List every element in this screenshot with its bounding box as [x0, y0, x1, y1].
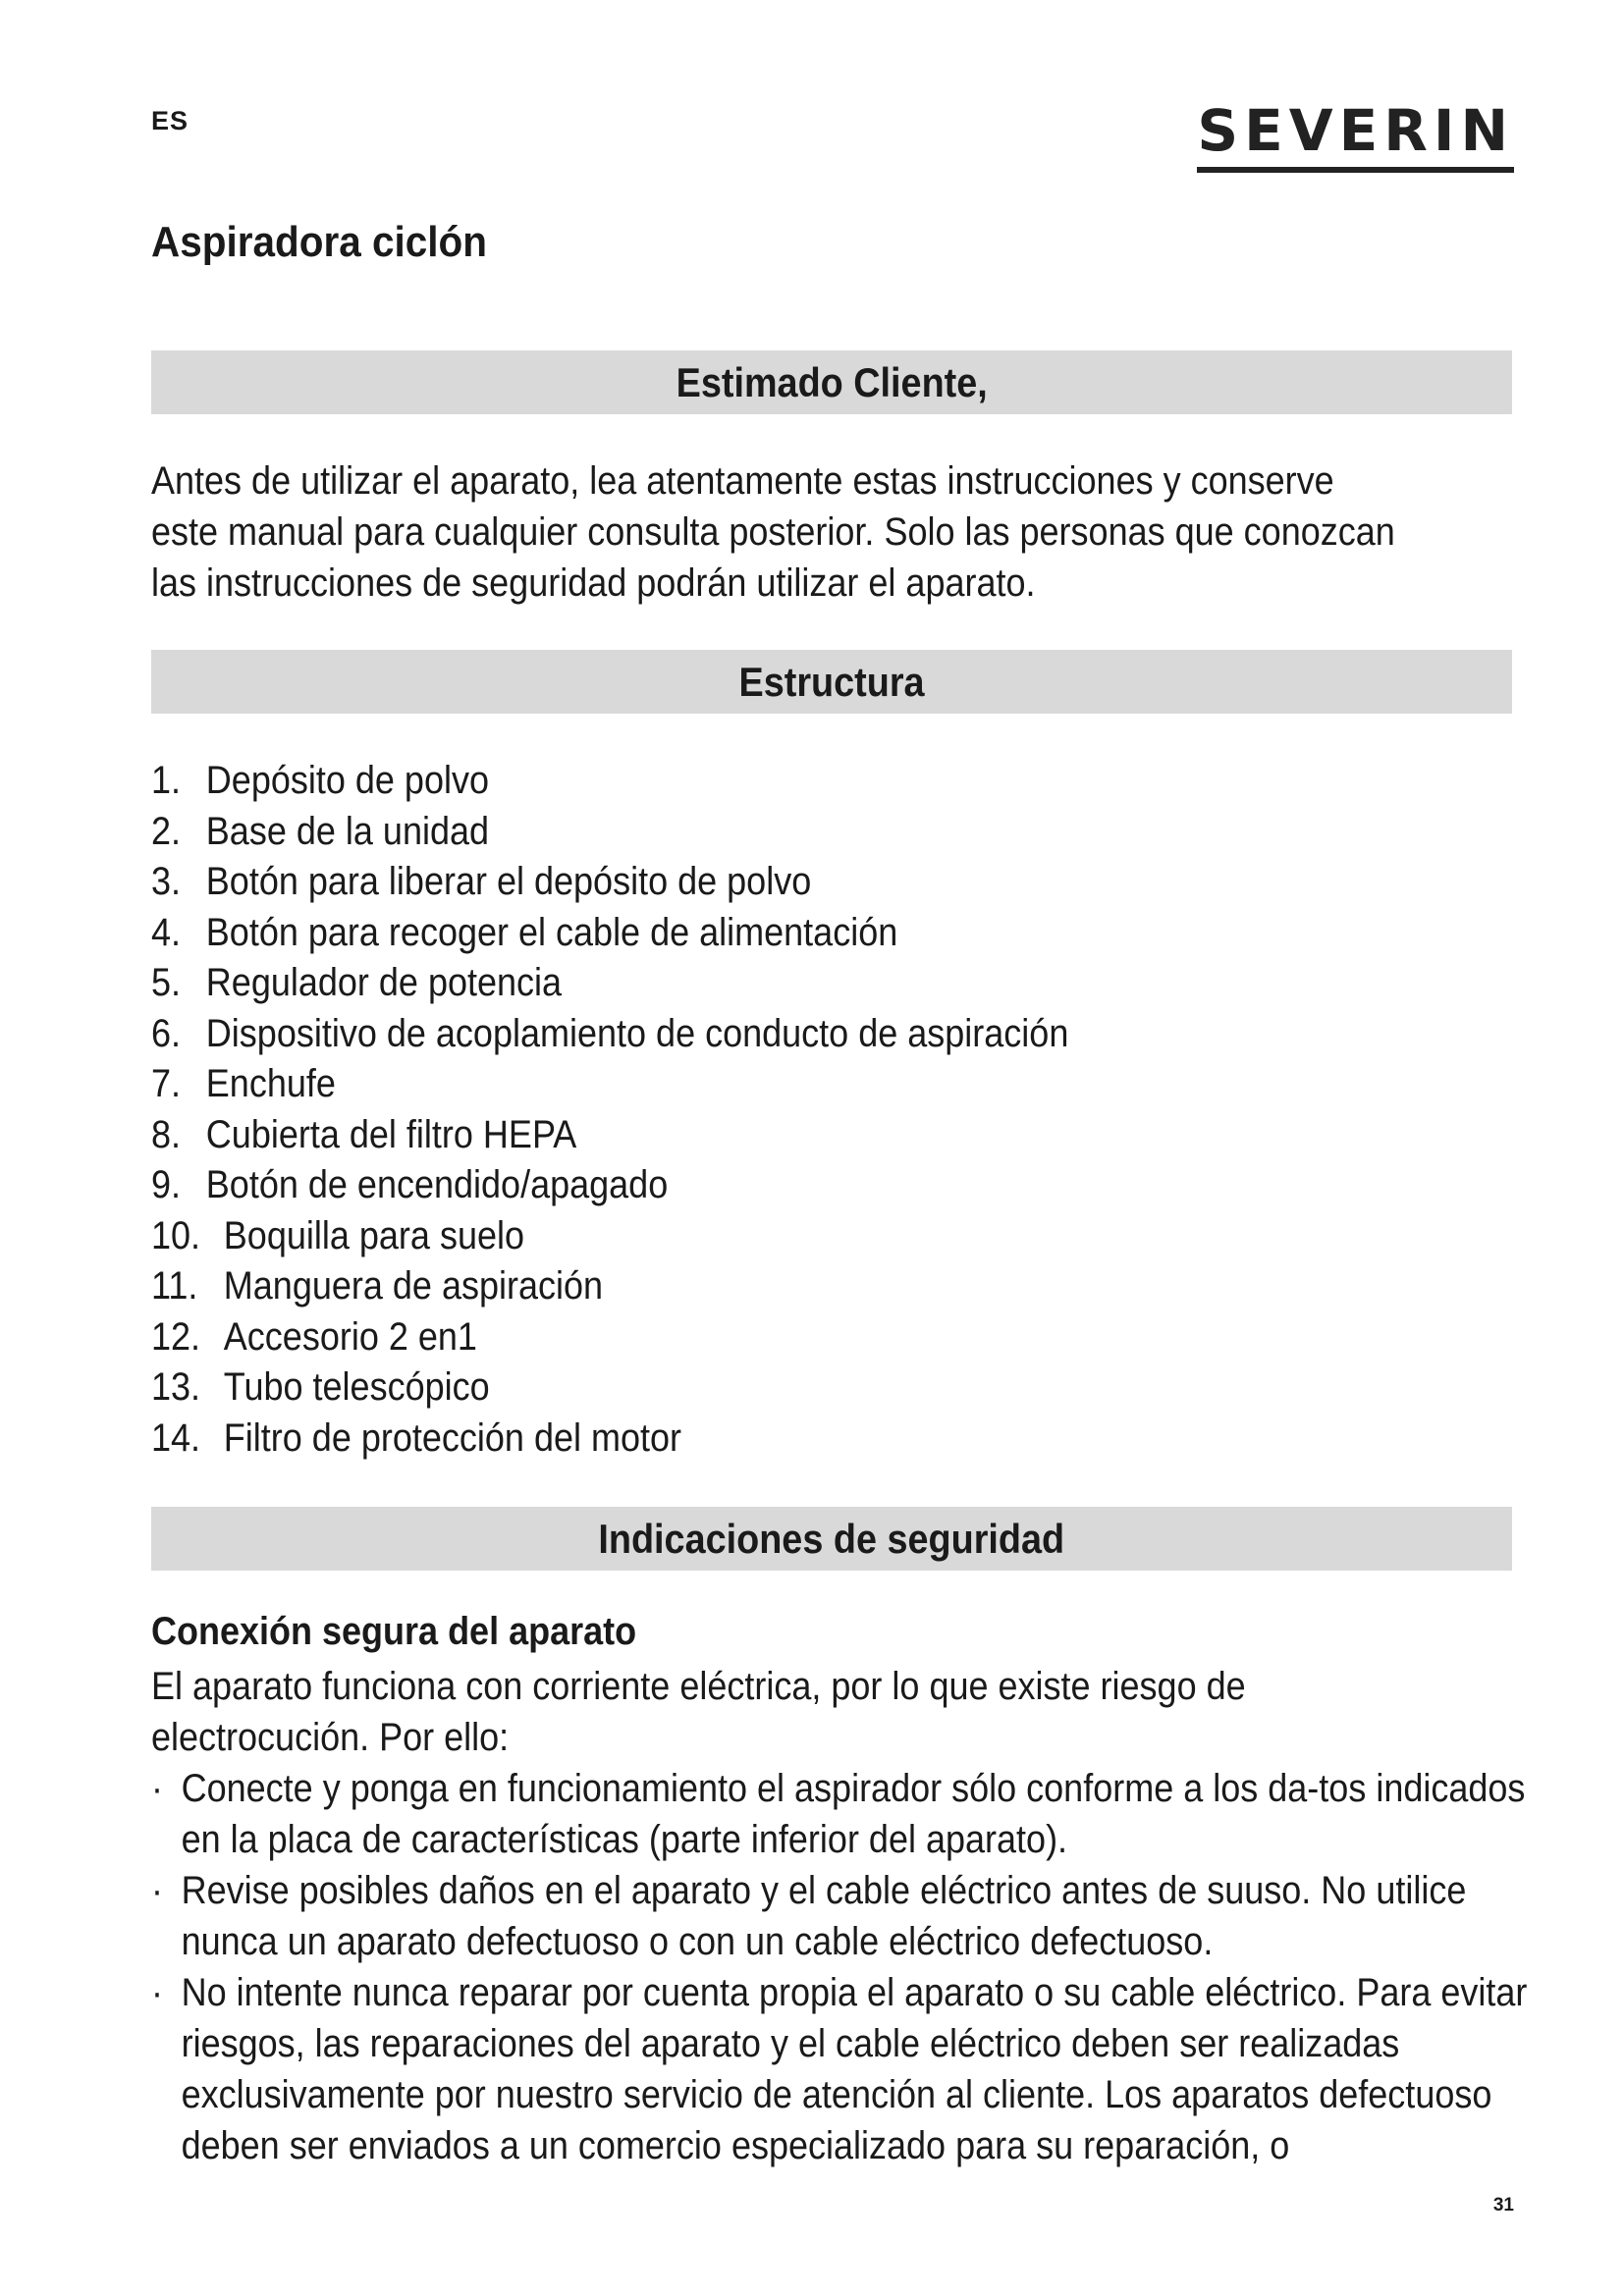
section-heading-safety-text: Indicaciones de seguridad	[598, 1516, 1065, 1562]
list-item	[151, 857, 1068, 908]
structure-list	[151, 756, 1170, 1464]
list-item	[151, 958, 1068, 1009]
bullet-item	[151, 1967, 1530, 2171]
bullet-dot: ·	[151, 1869, 163, 1912]
safety-bullet-list	[151, 1763, 1530, 2171]
section-heading-safety	[151, 1507, 1512, 1571]
list-item-label: Regulador de potencia	[205, 961, 563, 1004]
list-item-number: 9.	[151, 1163, 182, 1206]
list-item	[151, 756, 1068, 807]
list-item-number: 3.	[151, 860, 182, 903]
list-item-label: Filtro de protección del motor	[223, 1415, 682, 1460]
section-heading-structure-text: Estructura	[738, 659, 925, 705]
bullet-item	[151, 1763, 1530, 1865]
page-number: 31	[1492, 2195, 1514, 2216]
list-item-label: Botón de encendido/apagado	[205, 1163, 669, 1206]
list-item-number: 10.	[151, 1213, 201, 1257]
list-item-label: Enchufe	[205, 1062, 336, 1105]
list-item	[151, 1110, 1068, 1161]
list-item-number: 8.	[151, 1112, 182, 1156]
list-item	[151, 1312, 1068, 1363]
list-item	[151, 1009, 1068, 1060]
list-item-label: Botón para recoger el cable de alimentación	[205, 910, 898, 954]
list-item-label: Cubierta del filtro HEPA	[205, 1112, 577, 1156]
list-item-number: 11.	[151, 1264, 198, 1308]
brand-name: SEVERIN	[1197, 97, 1514, 164]
list-item-label: Boquilla para suelo	[223, 1213, 525, 1257]
bullet-item	[151, 1865, 1530, 1967]
greeting-paragraph: Antes de utilizar el aparato, lea atentamente estas instrucciones y conserve este manual para cualquier consulta posterior. Solo las personas que conozcan las instrucciones de seguridad podrán utilizar el aparato.	[151, 459, 1395, 605]
list-item-number: 13.	[151, 1365, 201, 1409]
list-item	[151, 1261, 1068, 1312]
brand-underline	[1197, 167, 1514, 173]
list-item-label: Depósito de polvo	[205, 759, 489, 802]
list-item-label: Dispositivo de acoplamiento de conducto de aspiración	[205, 1011, 1069, 1055]
section-heading-greeting	[151, 350, 1512, 414]
list-item-number: 7.	[151, 1062, 182, 1105]
language-code: ES	[151, 106, 189, 135]
list-item-number: 14.	[151, 1415, 201, 1460]
page-title: Aspiradora ciclón	[151, 218, 487, 266]
list-item-label: Tubo telescópico	[223, 1365, 490, 1409]
list-item-number: 5.	[151, 961, 182, 1004]
bullet-text: No intente nunca reparar por cuenta propia el aparato o su cable eléctrico. Para evitar riesgos, las reparaciones del aparato y el cable eléctrico deben ser realizadas exclusivamente por nuestro servicio de atención al cliente. Los aparatos defectuoso deben ser enviados a un comercio especializado para su reparación, o	[181, 1971, 1528, 2167]
list-item	[151, 807, 1068, 858]
list-item-number: 6.	[151, 1011, 182, 1055]
section-heading-structure	[151, 650, 1512, 714]
list-item	[151, 1362, 1068, 1414]
bullet-text: Revise posibles daños en el aparato y el cable eléctrico antes de suuso. No utilice nunca un aparato defectuoso o con un cable eléctrico defectuoso.	[181, 1869, 1467, 1963]
list-item-label: Botón para liberar el depósito de polvo	[205, 860, 812, 903]
list-item	[151, 1059, 1068, 1110]
bullet-dot: ·	[151, 1767, 163, 1810]
list-item-label: Manguera de aspiración	[223, 1264, 604, 1308]
list-item-label: Accesorio 2 en1	[223, 1314, 477, 1359]
safety-subheading: Conexión segura del aparato	[151, 1610, 637, 1653]
brand-logo	[1197, 97, 1514, 173]
list-item	[151, 1414, 1068, 1465]
list-item-number: 4.	[151, 910, 182, 954]
safety-intro: El aparato funciona con corriente eléctrica, por lo que existe riesgo de electrocución. Por ello:	[151, 1665, 1246, 1759]
section-heading-greeting-text: Estimado Cliente,	[676, 359, 988, 405]
list-item-number: 12.	[151, 1314, 201, 1359]
list-item-number: 2.	[151, 809, 182, 853]
list-item	[151, 1160, 1068, 1211]
list-item	[151, 908, 1068, 959]
bullet-dot: ·	[151, 1971, 163, 2014]
list-item-number: 1.	[151, 759, 182, 802]
bullet-text: Conecte y ponga en funcionamiento el aspirador sólo conforme a los da-tos indicados en la placa de características (parte inferior del aparato).	[181, 1767, 1526, 1861]
list-item-label: Base de la unidad	[205, 809, 490, 853]
list-item	[151, 1211, 1068, 1262]
